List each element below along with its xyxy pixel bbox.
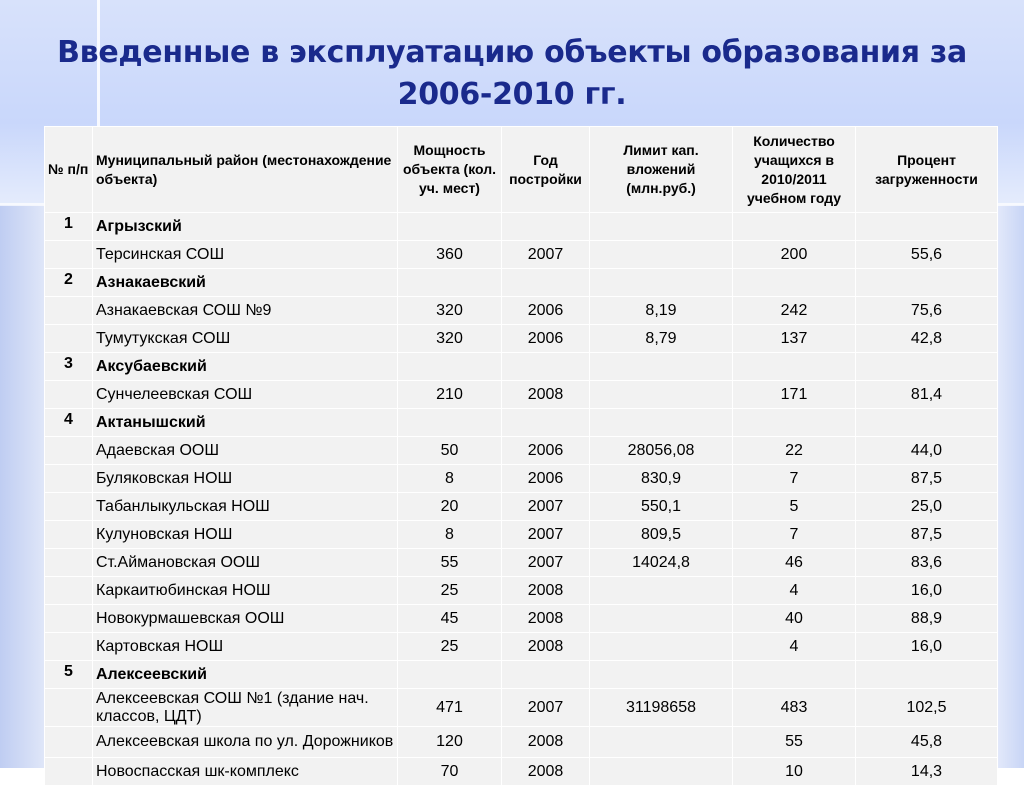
year-cell: 2007 [502, 493, 590, 521]
empty-cell [590, 353, 733, 381]
limit-cell [590, 727, 733, 758]
table-row [45, 493, 998, 521]
empty-cell [398, 661, 502, 689]
empty-cell [590, 269, 733, 297]
empty-cell [398, 353, 502, 381]
table-row [45, 465, 998, 493]
table-row [45, 727, 998, 758]
students-cell: 171 [733, 381, 856, 409]
students-cell: 10 [733, 758, 856, 786]
row-number [45, 521, 93, 549]
capacity-cell: 20 [398, 493, 502, 521]
load-cell: 42,8 [856, 325, 998, 353]
limit-cell: 830,9 [590, 465, 733, 493]
year-cell: 2006 [502, 297, 590, 325]
empty-cell [590, 409, 733, 437]
row-number [45, 297, 93, 325]
capacity-cell: 471 [398, 689, 502, 727]
capacity-cell: 45 [398, 605, 502, 633]
background-right [997, 205, 1024, 768]
empty-cell [733, 661, 856, 689]
table-row [45, 689, 998, 727]
table-row [45, 633, 998, 661]
empty-cell [733, 353, 856, 381]
row-number: 2 [45, 269, 93, 297]
background-left [0, 205, 44, 768]
limit-cell [590, 241, 733, 269]
capacity-cell: 320 [398, 325, 502, 353]
object-name: Азнакаевская СОШ №9 [93, 297, 398, 325]
table-row [45, 325, 998, 353]
district-name: Азнакаевский [93, 269, 398, 297]
page-title: Введенные в эксплуатацию объекты образования за 2006-2010 гг. [57, 35, 967, 112]
limit-cell: 809,5 [590, 521, 733, 549]
header-capacity: Мощность объекта (кол. уч. мест) [398, 127, 502, 213]
year-cell: 2008 [502, 633, 590, 661]
district-row [45, 409, 998, 437]
capacity-cell: 360 [398, 241, 502, 269]
load-cell: 44,0 [856, 437, 998, 465]
row-number [45, 727, 93, 758]
object-name: Алексеевская СОШ №1 (здание нач. классов, ЦДТ) [93, 689, 398, 727]
year-cell: 2008 [502, 381, 590, 409]
load-cell: 102,5 [856, 689, 998, 727]
table-row [45, 605, 998, 633]
limit-cell: 14024,8 [590, 549, 733, 577]
year-cell: 2008 [502, 605, 590, 633]
students-cell: 483 [733, 689, 856, 727]
limit-cell: 31198658 [590, 689, 733, 727]
capacity-cell: 25 [398, 577, 502, 605]
students-cell: 4 [733, 633, 856, 661]
table-row [45, 521, 998, 549]
table-row [45, 549, 998, 577]
table-body [45, 213, 998, 786]
limit-cell [590, 577, 733, 605]
empty-cell [502, 269, 590, 297]
row-number: 4 [45, 409, 93, 437]
empty-cell [590, 213, 733, 241]
header-num: № п/п [45, 127, 93, 213]
year-cell: 2008 [502, 758, 590, 786]
object-name: Буляковская НОШ [93, 465, 398, 493]
capacity-cell: 25 [398, 633, 502, 661]
row-number [45, 465, 93, 493]
load-cell: 75,6 [856, 297, 998, 325]
empty-cell [856, 661, 998, 689]
capacity-cell: 8 [398, 521, 502, 549]
table-row [45, 241, 998, 269]
capacity-cell: 120 [398, 727, 502, 758]
table-row [45, 381, 998, 409]
empty-cell [733, 269, 856, 297]
capacity-cell: 8 [398, 465, 502, 493]
empty-cell [856, 353, 998, 381]
row-number [45, 381, 93, 409]
header-district: Муниципальный район (местонахождение объекта) [93, 127, 398, 213]
capacity-cell: 50 [398, 437, 502, 465]
year-cell: 2007 [502, 549, 590, 577]
empty-cell [856, 409, 998, 437]
object-name: Тумутукская СОШ [93, 325, 398, 353]
object-name: Картовская НОШ [93, 633, 398, 661]
empty-cell [502, 353, 590, 381]
district-row [45, 661, 998, 689]
load-cell: 45,8 [856, 727, 998, 758]
year-cell: 2007 [502, 521, 590, 549]
students-cell: 137 [733, 325, 856, 353]
limit-cell: 28056,08 [590, 437, 733, 465]
empty-cell [502, 409, 590, 437]
object-name: Адаевская ООШ [93, 437, 398, 465]
year-cell: 2008 [502, 727, 590, 758]
students-cell: 46 [733, 549, 856, 577]
row-number [45, 689, 93, 727]
table-row [45, 577, 998, 605]
object-name: Терсинская СОШ [93, 241, 398, 269]
object-name: Алексеевская школа по ул. Дорожников [93, 727, 398, 758]
district-name: Актанышский [93, 409, 398, 437]
empty-cell [856, 213, 998, 241]
load-cell: 87,5 [856, 465, 998, 493]
district-name: Алексеевский [93, 661, 398, 689]
load-cell: 81,4 [856, 381, 998, 409]
students-cell: 7 [733, 465, 856, 493]
students-cell: 7 [733, 521, 856, 549]
year-cell: 2007 [502, 689, 590, 727]
limit-cell [590, 381, 733, 409]
empty-cell [733, 213, 856, 241]
limit-cell: 550,1 [590, 493, 733, 521]
empty-cell [398, 269, 502, 297]
empty-cell [398, 409, 502, 437]
limit-cell: 8,19 [590, 297, 733, 325]
district-name: Агрызский [93, 213, 398, 241]
capacity-cell: 210 [398, 381, 502, 409]
header-students: Количество учащихся в 2010/2011 учебном году [733, 127, 856, 213]
object-name: Каркаитюбинская НОШ [93, 577, 398, 605]
empty-cell [502, 213, 590, 241]
row-number [45, 493, 93, 521]
load-cell: 88,9 [856, 605, 998, 633]
object-name: Ст.Аймановская ООШ [93, 549, 398, 577]
year-cell: 2006 [502, 437, 590, 465]
capacity-cell: 70 [398, 758, 502, 786]
header-year: Год постройки [502, 127, 590, 213]
data-table-container [44, 126, 997, 786]
limit-cell [590, 633, 733, 661]
row-number [45, 549, 93, 577]
header-load: Процент загруженности [856, 127, 998, 213]
students-cell: 40 [733, 605, 856, 633]
year-cell: 2006 [502, 325, 590, 353]
students-cell: 242 [733, 297, 856, 325]
load-cell: 16,0 [856, 577, 998, 605]
table-row [45, 758, 998, 786]
empty-cell [733, 409, 856, 437]
row-number: 3 [45, 353, 93, 381]
load-cell: 14,3 [856, 758, 998, 786]
students-cell: 200 [733, 241, 856, 269]
table-row [45, 437, 998, 465]
object-name: Табанлыкульская НОШ [93, 493, 398, 521]
row-number [45, 577, 93, 605]
row-number [45, 241, 93, 269]
object-name: Новокурмашевская ООШ [93, 605, 398, 633]
row-number: 5 [45, 661, 93, 689]
empty-cell [590, 661, 733, 689]
load-cell: 25,0 [856, 493, 998, 521]
capacity-cell: 320 [398, 297, 502, 325]
limit-cell [590, 605, 733, 633]
year-cell: 2008 [502, 577, 590, 605]
year-cell: 2006 [502, 465, 590, 493]
load-cell: 83,6 [856, 549, 998, 577]
load-cell: 87,5 [856, 521, 998, 549]
object-name: Кулуновская НОШ [93, 521, 398, 549]
district-row [45, 269, 998, 297]
students-cell: 22 [733, 437, 856, 465]
students-cell: 5 [733, 493, 856, 521]
row-number [45, 605, 93, 633]
district-name: Аксубаевский [93, 353, 398, 381]
row-number [45, 633, 93, 661]
row-number: 1 [45, 213, 93, 241]
capacity-cell: 55 [398, 549, 502, 577]
empty-cell [502, 661, 590, 689]
header-limit: Лимит кап. вложений (млн.руб.) [590, 127, 733, 213]
table-row [45, 297, 998, 325]
row-number [45, 758, 93, 786]
object-name: Новоспасская шк-комплекс [93, 758, 398, 786]
students-cell: 4 [733, 577, 856, 605]
empty-cell [398, 213, 502, 241]
row-number [45, 325, 93, 353]
object-name: Сунчелеевская СОШ [93, 381, 398, 409]
limit-cell: 8,79 [590, 325, 733, 353]
district-row [45, 353, 998, 381]
year-cell: 2007 [502, 241, 590, 269]
district-row [45, 213, 998, 241]
table-header-row [45, 127, 998, 213]
students-cell: 55 [733, 727, 856, 758]
row-number [45, 437, 93, 465]
objects-table [44, 126, 998, 786]
load-cell: 16,0 [856, 633, 998, 661]
load-cell: 55,6 [856, 241, 998, 269]
limit-cell [590, 758, 733, 786]
empty-cell [856, 269, 998, 297]
